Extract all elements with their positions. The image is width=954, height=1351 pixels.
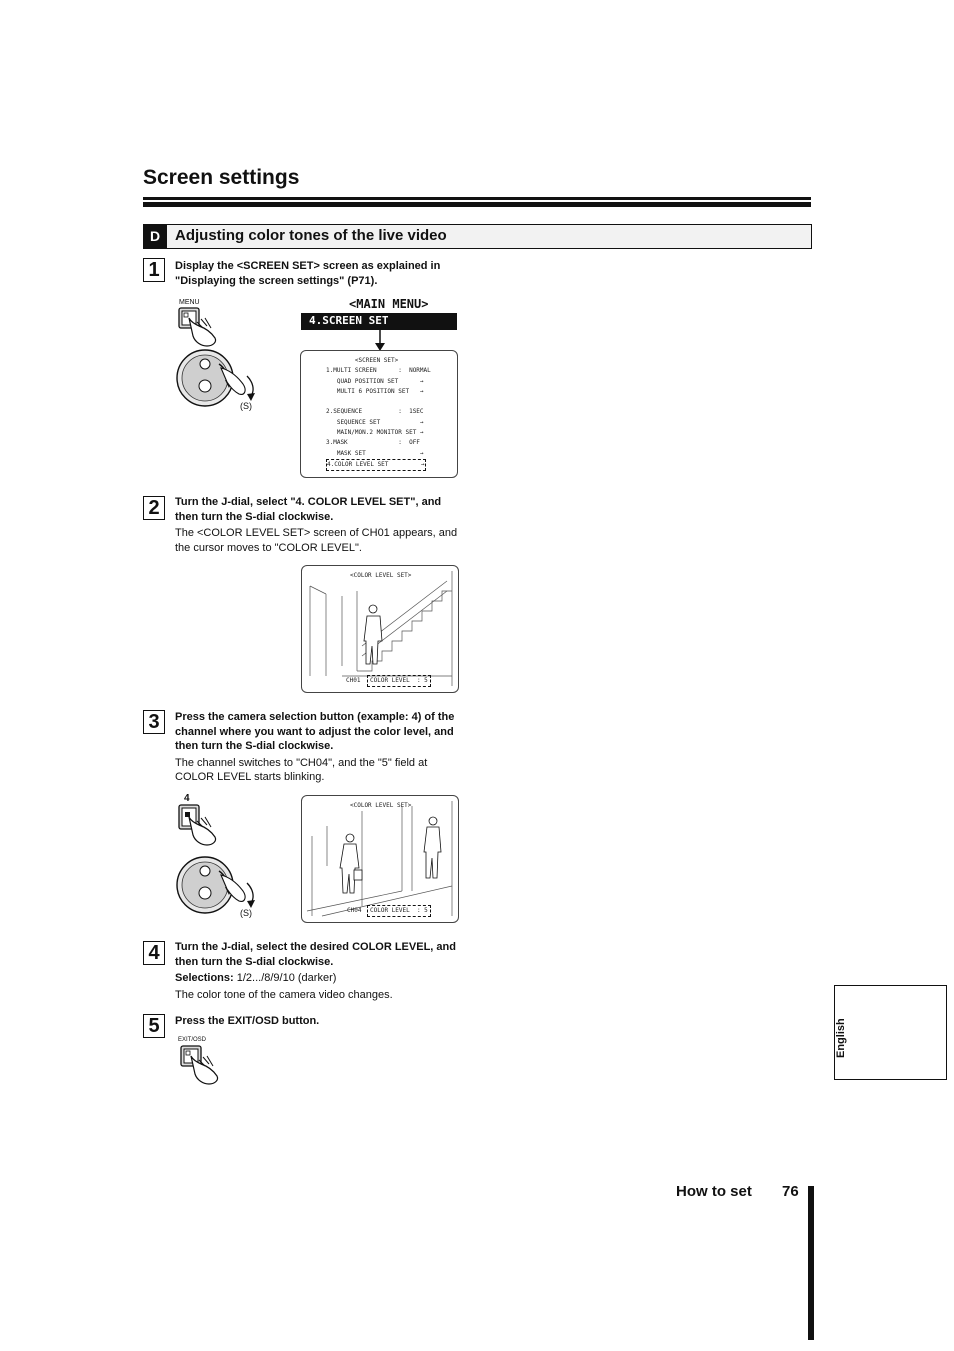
- step-1-bold: Display the <SCREEN SET> screen as explained in "Displaying the screen settings" (P71).: [175, 260, 441, 287]
- step-number-2: 2: [143, 496, 165, 520]
- screen-line: MULTI 6 POSITION SET →: [326, 387, 424, 395]
- screen-line: 1.MULTI SCREEN : NORMAL: [326, 367, 431, 375]
- color-level-title: <COLOR LEVEL SET>: [350, 572, 412, 579]
- main-menu-header: <MAIN MENU>: [349, 297, 429, 311]
- step-4-body: The color tone of the camera video changes.: [175, 988, 393, 1001]
- page-title: Screen settings: [143, 166, 300, 189]
- exit-osd-button-press-icon: [177, 1044, 227, 1086]
- step-4-text: [175, 940, 465, 1002]
- step-3-body: The channel switches to "CH04", and the "5" field at COLOR LEVEL starts blinking.: [175, 756, 428, 783]
- stairs-scene-illustration: [302, 566, 458, 692]
- s-dial-label: (S): [240, 401, 252, 411]
- step-number-3: 3: [143, 710, 165, 734]
- screen-set-display: [300, 350, 458, 478]
- screen-line: QUAD POSITION SET →: [326, 377, 424, 385]
- step-2-bold: Turn the J-dial, select "4. COLOR LEVEL SET", and then turn the S-dial clockwise.: [175, 496, 442, 523]
- color-level-field: COLOR LEVEL : 5: [367, 675, 431, 687]
- step-2-text: [175, 495, 465, 555]
- s-dial-label-2: (S): [240, 908, 252, 918]
- screen-line: <SCREEN SET>: [326, 357, 399, 364]
- screen-line: 3.MASK : OFF: [326, 439, 420, 447]
- step-2-body: The <COLOR LEVEL SET> screen of CH01 appears, and the cursor moves to "COLOR LEVEL".: [175, 527, 458, 554]
- step-number-4: 4: [143, 941, 165, 965]
- section-letter: D: [143, 224, 167, 249]
- step-3-text: [175, 710, 465, 785]
- title-rule-thin: [143, 197, 811, 200]
- screen-line: MASK SET →: [326, 449, 424, 457]
- exit-osd-button-label: EXIT/OSD: [178, 1037, 207, 1043]
- menu-highlight-bar: [301, 313, 457, 330]
- step-1-text: [175, 259, 465, 288]
- menu-button-press-icon: [175, 306, 230, 351]
- color-level-screen-ch01: [301, 565, 459, 693]
- language-tab-box: [834, 985, 947, 1080]
- screen-line: MAIN/MON.2 MONITOR SET →: [326, 429, 424, 437]
- screen-line: SEQUENCE SET →: [326, 418, 424, 426]
- section-title: Adjusting color tones of the live video: [175, 227, 447, 244]
- color-level-screen-ch04: [301, 795, 459, 923]
- step-number-5: 5: [143, 1014, 165, 1038]
- footer-section-label: How to set: [676, 1183, 752, 1200]
- step-4-selections: [175, 971, 465, 986]
- footer-side-bar: [808, 1186, 814, 1340]
- selections-value: 1/2.../8/9/10 (darker): [233, 972, 337, 984]
- menu-highlight-label: 4.SCREEN SET: [309, 314, 389, 327]
- step-5-text: [175, 1014, 465, 1029]
- language-tab-label: English: [835, 1018, 847, 1058]
- step-3-bold: Press the camera selection button (example: 4) of the channel where you want to adjust the color level, and then turn the S-dial clockwise.: [175, 711, 455, 752]
- corridor-scene-illustration: [302, 796, 458, 922]
- camera-button-label: 4: [184, 793, 190, 804]
- channel-label: CH01: [346, 677, 361, 684]
- color-level-title-2: <COLOR LEVEL SET>: [350, 802, 412, 809]
- camera-button-press-icon: [175, 803, 230, 848]
- page-number: 76: [782, 1183, 799, 1200]
- step-5-bold: Press the EXIT/OSD button.: [175, 1015, 320, 1027]
- screen-set-lines: [326, 356, 431, 471]
- channel-label-2: CH04: [347, 907, 362, 914]
- screen-selected-line: 4.COLOR LEVEL SET →: [326, 459, 426, 471]
- screen-line: [326, 397, 431, 407]
- step-number-1: 1: [143, 258, 165, 282]
- title-rule-thick: [143, 202, 811, 207]
- step-4-bold: Turn the J-dial, select the desired COLOR LEVEL, and then turn the S-dial clockwise.: [175, 941, 456, 968]
- menu-button-label: MENU: [179, 299, 200, 306]
- arrow-down-icon: [370, 330, 390, 352]
- screen-line: 2.SEQUENCE : 1SEC: [326, 408, 424, 416]
- color-level-field-2: COLOR LEVEL : 5: [367, 905, 431, 917]
- selections-label: Selections:: [175, 972, 234, 984]
